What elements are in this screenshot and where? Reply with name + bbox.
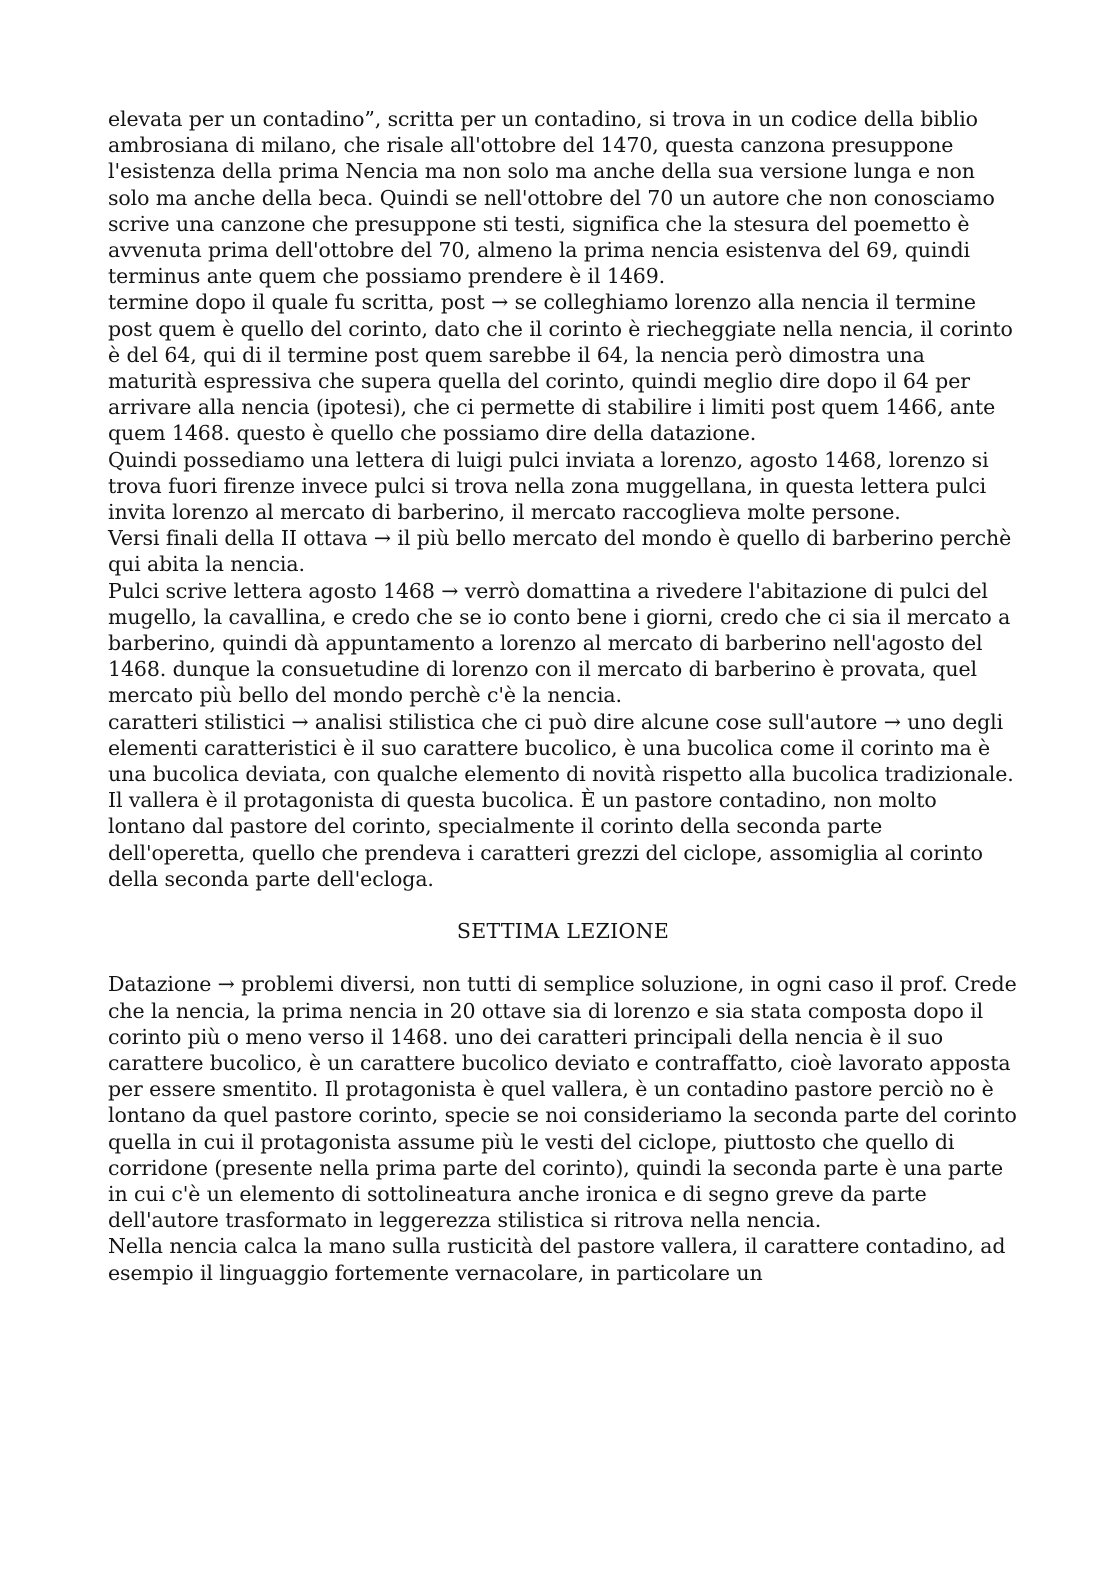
paragraph-datazione: Datazione → problemi diversi, non tutti di semplice soluzione, in ogni caso il prof. Crede che la nencia, la prima nencia in 20 ottave sia di lorenzo e sia stata composta dopo il corinto più o meno verso il 1468. uno dei caratteri principali della nencia è il suo carattere bucolico, è un carattere bucolico deviato e contraffatto, cioè lavorato apposta per essere smentito. Il protagonista è quel vallera, è un contadino pastore perciò no è lontano da quel pastore corinto, specie se noi consideriamo la seconda parte del corinto quella in cui il protagonista assume più le vesti del ciclope, piuttosto che quello di corridone (presente nella prima parte del corinto), quindi la seconda parte è una parte in cui c'è un elemento di sottolineatura anche ironica e di segno greve da parte dell'autore trasformato in leggerezza stilistica si ritrova nella nencia. (108, 972, 1017, 1233)
paragraph-second-octave-verses: Versi finali della II ottava → il più bello mercato del mondo è quello di barberino perchè qui abita la nencia. (108, 526, 1012, 577)
paragraph-nencia-dating-evidence: elevata per un contadino”, scritta per un contadino, si trova in un codice della biblio ambrosiana di milano, che risale all'ottobre del 1470, questa canzona presuppone l'esistenza della prima Nencia ma non solo ma anche della sua versione lunga e non solo ma anche della beca. Quindi se nell'ottobre del 70 un autore che non conosciamo scrive una canzone che presuppone sti testi, significa che la stesura del poemetto è avvenuta prima dell'ottobre del 70, almeno la prima nencia esistenva del 69, quindi terminus ante quem che possiamo prendere è il 1469. (108, 107, 995, 289)
section-heading: SETTIMA LEZIONE (456, 919, 670, 944)
page-body (108, 106, 1018, 1286)
paragraph-pulci-appointment: Pulci scrive lettera agosto 1468 → verrò domattina a rivedere l'abitazione di pulci del mugello, la cavallina, e credo che se io conto bene i giorni, credo che ci sia il mercato a barberino, quindi dà appuntamento a lorenzo al mercato di barberino nell'agosto del 1468. dunque la consuetudine di lorenzo con il mercato di barberino è provata, quel mercato più bello del mondo perchè c'è la nencia. (108, 578, 1011, 708)
paragraph-vallera-rusticity: Nella nencia calca la mano sulla rusticità del pastore vallera, il carattere contadino, ad esempio il linguaggio fortemente vernacolare, in particolare un (108, 1234, 1006, 1285)
paragraph-stylistic-features: caratteri stilistici → analisi stilistica che ci può dire alcune cose sull'autore → uno degli elementi caratteristici è il suo carattere bucolico, è una bucolica come il corinto ma è una bucolica deviata, con qualche elemento di novità rispetto alla bucolica tradizionale. Il vallera è il protagonista di questa bucolica. È un pastore contadino, non molto lontano dal pastore del corinto, specialmente il corinto della seconda parte dell'operetta, quello che prendeva i caratteri grezzi del ciclope, assomiglia al corinto della seconda parte dell'ecloga. (108, 709, 1014, 891)
paragraph-terminus-post-quem: termine dopo il quale fu scritta, post → se colleghiamo lorenzo alla nencia il termine post quem è quello del corinto, dato che il corinto è riecheggiate nella nencia, il corinto è del 64, qui di il termine post quem sarebbe il 64, la nencia però dimostra una maturità espressiva che supera quella del corinto, quindi meglio dire dopo il 64 per arrivare alla nencia (ipotesi), che ci permette di stabilire i limiti post quem 1466, ante quem 1468. questo è quello che possiamo dire della datazione. (108, 290, 1013, 446)
paragraph-pulci-letter: Quindi possediamo una lettera di luigi pulci inviata a lorenzo, agosto 1468, lorenzo si trova fuori firenze invece pulci si trova nella zona muggellana, in questa lettera pulci invita lorenzo al mercato di barberino, il mercato raccoglieva molte persone. (108, 447, 989, 525)
